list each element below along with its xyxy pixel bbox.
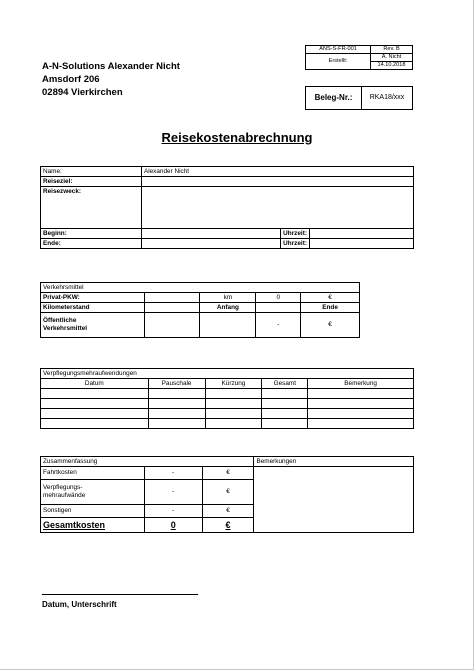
row-cell[interactable] <box>148 409 205 419</box>
summary-header: Zusammenfassung <box>41 457 254 467</box>
doc-id: ANS-S-FR-001 <box>306 46 371 54</box>
row-cell[interactable] <box>148 389 205 399</box>
col-datum: Datum <box>41 379 149 389</box>
company-city: 02894 Vierkirchen <box>42 87 123 98</box>
reiseziel-label: Reiseziel: <box>41 177 142 187</box>
gesamtkosten-value: 0 <box>144 518 202 533</box>
beleg-box <box>305 86 413 110</box>
bemerkungen-area[interactable] <box>254 467 414 533</box>
row-cell[interactable] <box>205 409 262 419</box>
document-meta-table <box>305 45 413 70</box>
doc-author: A. Nicht <box>371 54 413 62</box>
row-cell[interactable] <box>205 389 262 399</box>
verpflegung-summary-label: Verpflegungs- mehraufwände <box>41 480 145 505</box>
beleg-label: Beleg-Nr.: <box>306 87 362 109</box>
doc-date: 14.10.2018 <box>371 62 413 70</box>
summary-table <box>40 456 414 533</box>
row-cell[interactable] <box>41 419 149 429</box>
row-cell[interactable] <box>205 419 262 429</box>
ende-km-label: Ende <box>301 303 360 313</box>
ende-label: Ende: <box>41 239 142 249</box>
col-kuerzung: Kürzung <box>205 379 262 389</box>
row-cell[interactable] <box>262 389 308 399</box>
erstellt-label: Erstellt: <box>306 54 371 70</box>
row-cell[interactable] <box>308 409 414 419</box>
row-cell[interactable] <box>148 419 205 429</box>
verpflegung-header: Verpflegungsmehraufwendungen <box>41 369 414 379</box>
verkehrsmittel-header: Verkehrsmittel <box>41 283 360 293</box>
name-value[interactable]: Alexander Nicht <box>141 167 413 177</box>
verpflegung-row <box>41 419 414 429</box>
ende-uhrzeit-value[interactable] <box>309 239 413 249</box>
sonstigen-currency: € <box>202 505 254 518</box>
name-label: Name: <box>41 167 142 177</box>
page-title: Reisekostenabrechnung <box>161 130 313 145</box>
fahrtkosten-currency: € <box>202 467 254 480</box>
kilometerstand-end-value[interactable] <box>256 303 301 313</box>
verkehrsmittel-table <box>40 282 360 338</box>
beginn-uhrzeit-label: Uhrzeit: <box>281 229 310 239</box>
beginn-value[interactable] <box>141 229 280 239</box>
col-pauschale: Pauschale <box>148 379 205 389</box>
bemerkungen-label: Bemerkungen <box>254 457 414 467</box>
ende-uhrzeit-label: Uhrzeit: <box>281 239 310 249</box>
reisezweck-label: Reisezweck: <box>41 187 142 229</box>
gesamtkosten-currency: € <box>202 518 254 533</box>
km-value[interactable]: 0 <box>256 293 301 303</box>
kilometerstand-start-value[interactable] <box>144 303 200 313</box>
reisezweck-value[interactable] <box>141 187 413 229</box>
row-cell[interactable] <box>308 419 414 429</box>
row-cell[interactable] <box>41 389 149 399</box>
pkw-value[interactable] <box>144 293 200 303</box>
fahrtkosten-label: Fahrtkosten <box>41 467 145 480</box>
signature-label: Datum, Unterschrift <box>42 600 117 609</box>
signature-line <box>42 594 198 595</box>
verpflegung-row <box>41 399 414 409</box>
kilometerstand-label: Kilometerstand <box>41 303 145 313</box>
oeffentliche-blank-1[interactable] <box>144 313 200 338</box>
row-cell[interactable] <box>308 389 414 399</box>
oeffentliche-label-line2: Verkehrsmittel <box>43 325 88 332</box>
ende-value[interactable] <box>141 239 280 249</box>
row-cell[interactable] <box>262 409 308 419</box>
col-gesamt: Gesamt <box>262 379 308 389</box>
trip-table <box>40 166 414 249</box>
row-cell[interactable] <box>308 399 414 409</box>
col-bemerkung: Bemerkung <box>308 379 414 389</box>
pkw-label: Privat-PKW: <box>41 293 145 303</box>
sonstigen-value[interactable]: - <box>144 505 202 518</box>
beleg-value[interactable]: RKA18/xxx <box>369 94 405 101</box>
fahrtkosten-value[interactable]: - <box>144 467 202 480</box>
verpflegung-summary-currency: € <box>202 480 254 505</box>
beginn-label: Beginn: <box>41 229 142 239</box>
company-name: A-N-Solutions Alexander Nicht <box>42 61 180 72</box>
doc-revision: Rev. B <box>371 46 413 54</box>
oeffentliche-label <box>41 313 145 338</box>
beginn-uhrzeit-value[interactable] <box>309 229 413 239</box>
company-street: Amsdorf 206 <box>42 74 100 85</box>
oeffentliche-value[interactable]: - <box>256 313 301 338</box>
reiseziel-value[interactable] <box>141 177 413 187</box>
company-address <box>42 60 180 99</box>
pkw-euro: € <box>301 293 360 303</box>
oeffentliche-blank-2[interactable] <box>200 313 256 338</box>
oeffentliche-euro: € <box>301 313 360 338</box>
row-cell[interactable] <box>205 399 262 409</box>
row-cell[interactable] <box>262 399 308 409</box>
km-label: km <box>200 293 256 303</box>
row-cell[interactable] <box>148 399 205 409</box>
verpflegung-summary-value[interactable]: - <box>144 480 202 505</box>
row-cell[interactable] <box>41 409 149 419</box>
sonstigen-label: Sonstigen <box>41 505 145 518</box>
verpflegung-row <box>41 389 414 399</box>
oeffentliche-label-line1: Öffentliche <box>43 317 77 324</box>
verpflegung-row <box>41 409 414 419</box>
row-cell[interactable] <box>262 419 308 429</box>
gesamtkosten-label: Gesamtkosten <box>41 518 145 533</box>
anfang-label: Anfang <box>200 303 256 313</box>
verpflegung-table <box>40 368 414 429</box>
row-cell[interactable] <box>41 399 149 409</box>
